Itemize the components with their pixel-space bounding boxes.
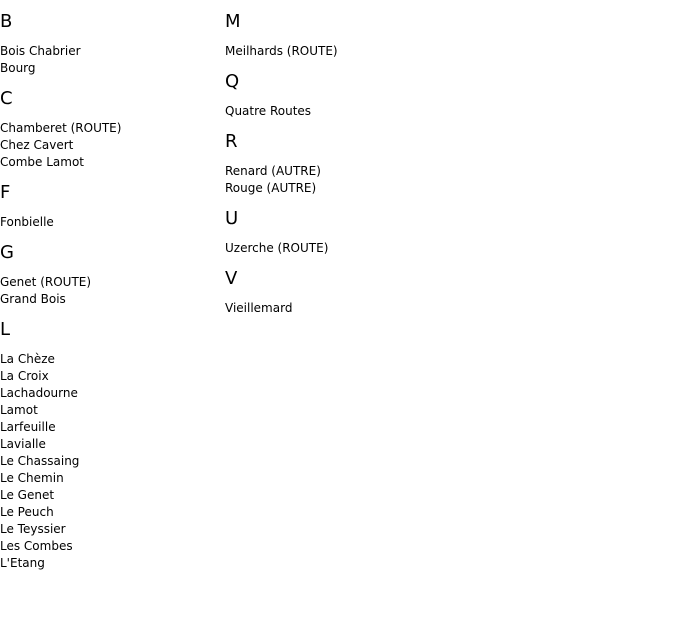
street-link[interactable]: Le Teyssier <box>0 522 66 536</box>
list-item <box>0 504 220 521</box>
street-link[interactable]: Le Chassaing <box>0 454 80 468</box>
street-link[interactable]: Fonbielle <box>0 215 54 229</box>
street-link[interactable]: Renard (AUTRE) <box>225 164 321 178</box>
letter-heading: M <box>225 11 241 32</box>
letter-group <box>0 320 220 572</box>
letter-group <box>0 243 220 308</box>
street-list <box>0 351 220 572</box>
street-link[interactable]: La Croix <box>0 369 49 383</box>
street-link[interactable]: Bois Chabrier <box>0 44 81 58</box>
street-link[interactable]: Rouge (AUTRE) <box>225 181 317 195</box>
list-item <box>0 521 220 538</box>
street-list <box>225 103 475 120</box>
list-item <box>0 538 220 555</box>
street-link[interactable]: La Chèze <box>0 352 55 366</box>
street-link[interactable]: Lavialle <box>0 437 46 451</box>
list-item <box>0 154 220 171</box>
letter-group <box>225 209 475 257</box>
list-item <box>0 385 220 402</box>
street-list <box>225 300 475 317</box>
letter-heading: Q <box>225 71 240 92</box>
list-item <box>0 487 220 504</box>
street-list <box>225 240 475 257</box>
street-link[interactable]: Chamberet (ROUTE) <box>0 121 122 135</box>
list-item <box>0 60 220 77</box>
letter-heading: G <box>0 242 14 263</box>
street-link[interactable]: Meilhards (ROUTE) <box>225 44 338 58</box>
index-column-right <box>225 0 475 317</box>
street-list <box>0 43 220 77</box>
letter-group <box>225 12 475 60</box>
list-item <box>0 137 220 154</box>
list-item <box>0 436 220 453</box>
list-item <box>0 43 220 60</box>
street-link[interactable]: L'Etang <box>0 556 45 570</box>
street-list <box>225 163 475 197</box>
list-item <box>225 180 475 197</box>
street-link[interactable]: Vieillemard <box>225 301 293 315</box>
list-item <box>0 274 220 291</box>
street-list <box>0 120 220 171</box>
list-item <box>225 43 475 60</box>
letter-group <box>225 132 475 197</box>
letter-heading: L <box>0 319 11 340</box>
letter-group <box>0 12 220 77</box>
letter-group <box>0 183 220 231</box>
list-item <box>0 402 220 419</box>
street-link[interactable]: Lamot <box>0 403 38 417</box>
list-item <box>225 163 475 180</box>
street-list <box>225 43 475 60</box>
letter-heading: F <box>0 182 11 203</box>
street-list <box>0 214 220 231</box>
street-link[interactable]: Les Combes <box>0 539 73 553</box>
letter-group <box>225 72 475 120</box>
list-item <box>0 214 220 231</box>
street-list <box>0 274 220 308</box>
list-item <box>225 300 475 317</box>
list-item <box>0 555 220 572</box>
list-item <box>0 453 220 470</box>
street-link[interactable]: Le Peuch <box>0 505 54 519</box>
list-item <box>0 368 220 385</box>
letter-heading: V <box>225 268 238 289</box>
index-column-left <box>0 0 220 572</box>
street-link[interactable]: Bourg <box>0 61 36 75</box>
letter-heading: U <box>225 208 239 229</box>
letter-heading: C <box>0 88 13 109</box>
street-link[interactable]: Le Genet <box>0 488 55 502</box>
letter-group <box>225 269 475 317</box>
letter-heading: B <box>0 11 13 32</box>
list-item <box>0 351 220 368</box>
street-link[interactable]: Lachadourne <box>0 386 78 400</box>
list-item <box>0 470 220 487</box>
list-item <box>0 419 220 436</box>
street-link[interactable]: Grand Bois <box>0 292 66 306</box>
letter-heading: R <box>225 131 238 152</box>
list-item <box>225 103 475 120</box>
list-item <box>225 240 475 257</box>
list-item <box>0 120 220 137</box>
street-link[interactable]: Larfeuille <box>0 420 56 434</box>
street-link[interactable]: Chez Cavert <box>0 138 74 152</box>
street-link[interactable]: Quatre Routes <box>225 104 312 118</box>
list-item <box>0 291 220 308</box>
street-link[interactable]: Le Chemin <box>0 471 64 485</box>
street-link[interactable]: Uzerche (ROUTE) <box>225 241 329 255</box>
letter-group <box>0 89 220 171</box>
street-link[interactable]: Combe Lamot <box>0 155 84 169</box>
street-link[interactable]: Genet (ROUTE) <box>0 275 92 289</box>
